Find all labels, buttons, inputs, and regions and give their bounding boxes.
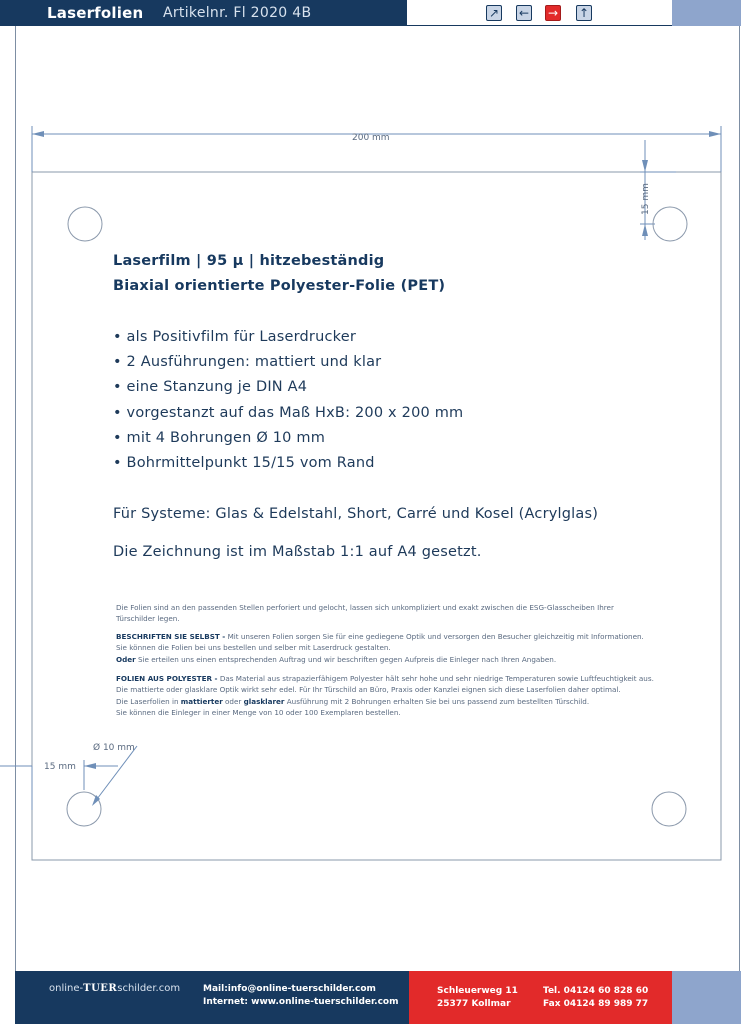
- bullet-item: • Bohrmittelpunkt 15/15 vom Rand: [113, 455, 375, 471]
- width-dimension-label: 200 mm: [352, 133, 390, 143]
- fine-print-heading: BESCHRIFTEN SIE SELBST -: [116, 632, 226, 641]
- fine-print-heading: FOLIEN AUS POLYESTER -: [116, 674, 218, 683]
- fine-print-line: Sie können die Folien bei uns bestellen und selber mit Laserdruck gestalten.: [116, 643, 391, 652]
- bullet-item: • 2 Ausführungen: mattiert und klar: [113, 354, 382, 370]
- top-offset-arrow-up: [642, 224, 648, 236]
- headline-material: Biaxial orientierte Polyester-Folie (PET): [113, 278, 446, 294]
- footer-internet[interactable]: Internet: www.online-tuerschilder.com: [203, 997, 399, 1007]
- hole-top-left: [68, 207, 102, 241]
- hole-top-right: [653, 207, 687, 241]
- bullet-item: • eine Stanzung je DIN A4: [113, 379, 308, 395]
- headline-product: Laserfilm | 95 µ | hitzebeständig: [113, 253, 385, 269]
- fine-print-line: Sie können die Einleger in einer Menge von 10 oder 100 Exemplaren bestellen.: [116, 708, 401, 717]
- up-arrow-icon: ↑: [578, 6, 590, 20]
- systems-text: Für Systeme: Glas & Edelstahl, Short, Carré und Kosel (Acrylglas): [113, 506, 599, 522]
- up-right-arrow-icon: ↗: [488, 6, 500, 20]
- fine-print-polyester: FOLIEN AUS POLYESTER - Das Material aus strapazierfähigem Polyester hält sehr hohe und sehr niedrige Temperaturen sowie Luftfeuchtigkeit aus.: [116, 674, 654, 683]
- left-offset-label: 15 mm: [44, 762, 76, 772]
- fine-print-line: Oder Sie erteilen uns einen entsprechenden Auftrag und wir beschriften gegen Aufpreis die Einleger nach Ihren Angaben.: [116, 655, 557, 664]
- footer-phone: Tel. 04124 60 828 60: [543, 986, 649, 996]
- left-arrow-icon: ←: [518, 6, 530, 20]
- bullet-item: • als Positivfilm für Laserdrucker: [113, 329, 357, 345]
- width-arrow-left: [32, 131, 44, 137]
- bullet-item: • mit 4 Bohrungen Ø 10 mm: [113, 430, 326, 446]
- page-title: Laserfolien: [47, 4, 144, 22]
- fine-print-self-label: BESCHRIFTEN SIE SELBST - Mit unseren Folien sorgen Sie für eine gediegene Optik und versorgen den Besucher gleichzeitig mit Informationen.: [116, 632, 644, 641]
- footer-city: 25377 Kollmar: [437, 999, 511, 1009]
- footer-brand: online-TUERschilder.com: [49, 983, 181, 994]
- footer-street: Schleuerweg 11: [437, 986, 518, 996]
- hole-diameter-label: Ø 10 mm: [93, 743, 135, 753]
- fine-print-line: Die mattierte oder glasklare Optik wirkt sehr edel. Für Ihr Türschild an Büro, Praxis oder Kanzlei eignen sich diese Laserfolien daher optimal.: [116, 685, 621, 694]
- right-arrow-icon: →: [547, 6, 559, 20]
- top-offset-label: 15 mm: [641, 183, 651, 215]
- fine-print-line: Die Laserfolien in mattierter oder glasklarer Ausführung mit 2 Bohrungen erhalten Sie bei uns passend zum bestellten Türschild.: [116, 697, 590, 706]
- left-offset-arrow: [84, 763, 96, 769]
- fine-print-intro: Die Folien sind an den passenden Stellen perforiert und gelocht, lassen sich unkompliziert und exakt zwischen die ESG-Glasscheiben Ihrer Türschilder legen.: [116, 603, 614, 623]
- width-arrow-right: [709, 131, 721, 137]
- footer-mail[interactable]: Mail:info@online-tuerschilder.com: [203, 984, 376, 994]
- article-number: Artikelnr. Fl 2020 4B: [163, 5, 312, 21]
- scale-text: Die Zeichnung ist im Maßstab 1:1 auf A4 gesetzt.: [113, 544, 482, 560]
- footer-fax: Fax 04124 89 989 77: [543, 999, 649, 1009]
- footer-accent: [672, 971, 741, 1024]
- top-offset-arrow-down: [642, 160, 648, 172]
- hole-bottom-right: [652, 792, 686, 826]
- bullet-item: • vorgestanzt auf das Maß HxB: 200 x 200 mm: [113, 405, 464, 421]
- hole-diameter-leader: [94, 746, 137, 803]
